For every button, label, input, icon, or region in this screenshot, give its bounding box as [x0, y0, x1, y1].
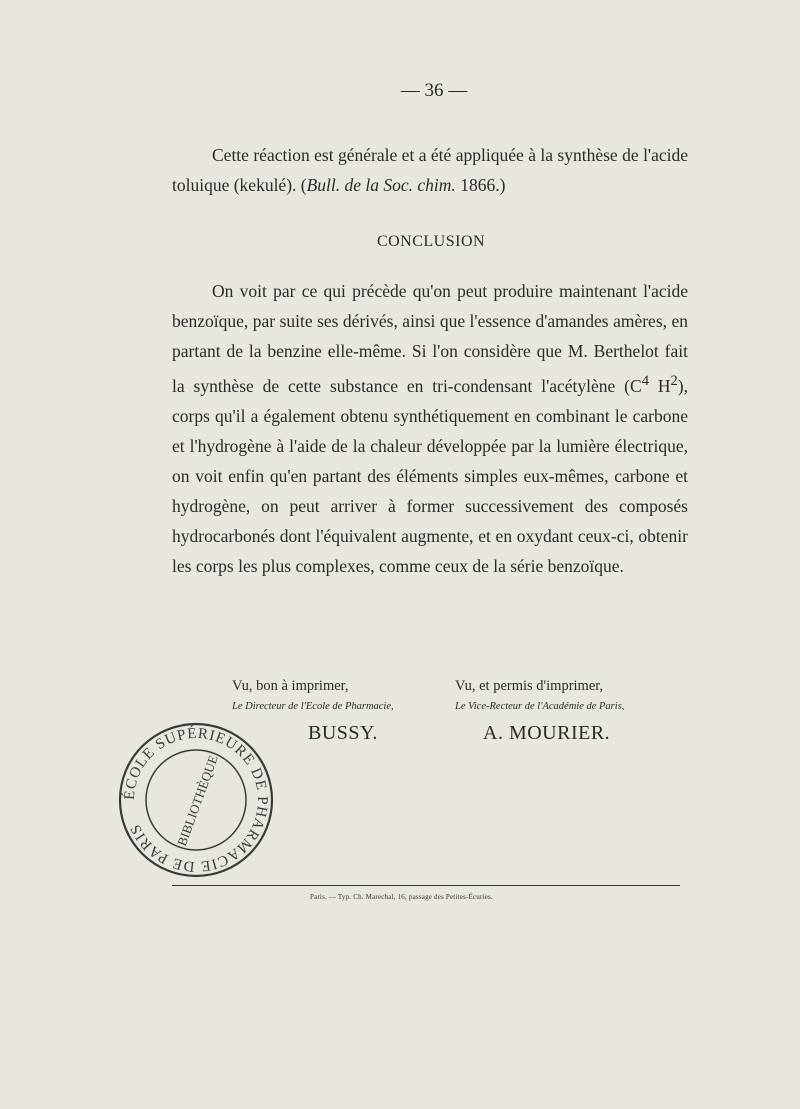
conclusion-paragraph [172, 276, 688, 581]
intro-text: Cette réaction est générale et a été appliquée à la synthèse de l'acide toluique (kekulé). (Bull. de la Soc. chim. 1866.) [172, 145, 688, 195]
signatory-name: A. MOURIER. [483, 722, 611, 744]
conclusion-text: On voit par ce qui précède qu'on peut produire maintenant l'acide benzoïque, par suite ses dérivés, ainsi que l'essence d'amandes amères, en partant de la benzine elle-même. Si l'on considère que M. Berthelot fait la synthèse de cette substance en tri-condensant l'acétylène ($C^4$ $H^2$), corps qu'il a également obtenu synthétiquement en combinant le carbone et l'hydrogène à l'aide de la chaleur développée par la lumière électrique, on voit enfin qu'en partant des éléments simples eux-mêmes, carbone et hydrogène, on peut arriver à former successivement des composés hydrocarbonés dont l'équivalent augmente, et en oxydant ceux-ci, obtenir les corps les plus complexes, comme ceux de la série benzoïque. [172, 281, 688, 576]
stamp-outer-text: ÉCOLE SUPÉRIEURE DE PHARMACIE DE PARIS [121, 725, 271, 875]
page-number: — 36 — [400, 80, 468, 101]
printer-imprint: Paris. — Typ. Ch. Marechal, 16, passage des Petites-Écuries. [310, 893, 493, 901]
approval-line: Vu, et permis d'imprimer, [455, 678, 604, 694]
citation: Bull. de la Soc. chim. [306, 175, 456, 195]
section-heading: CONCLUSION [376, 233, 486, 250]
intro-paragraph [172, 140, 688, 200]
approval-line: Vu, bon à imprimer, [232, 678, 349, 694]
approval-title: Le Directeur de l'Ecole de Pharmacie, [232, 701, 394, 712]
approval-vice-rector [455, 678, 624, 745]
footer-rule [172, 885, 680, 886]
signatory-name: BUSSY. [308, 722, 378, 744]
library-stamp [116, 720, 276, 880]
stamp-inner-text: BIBLIOTHÈQUE [174, 753, 221, 848]
approval-title: Le Vice-Recteur de l'Académie de Paris, [455, 701, 625, 712]
